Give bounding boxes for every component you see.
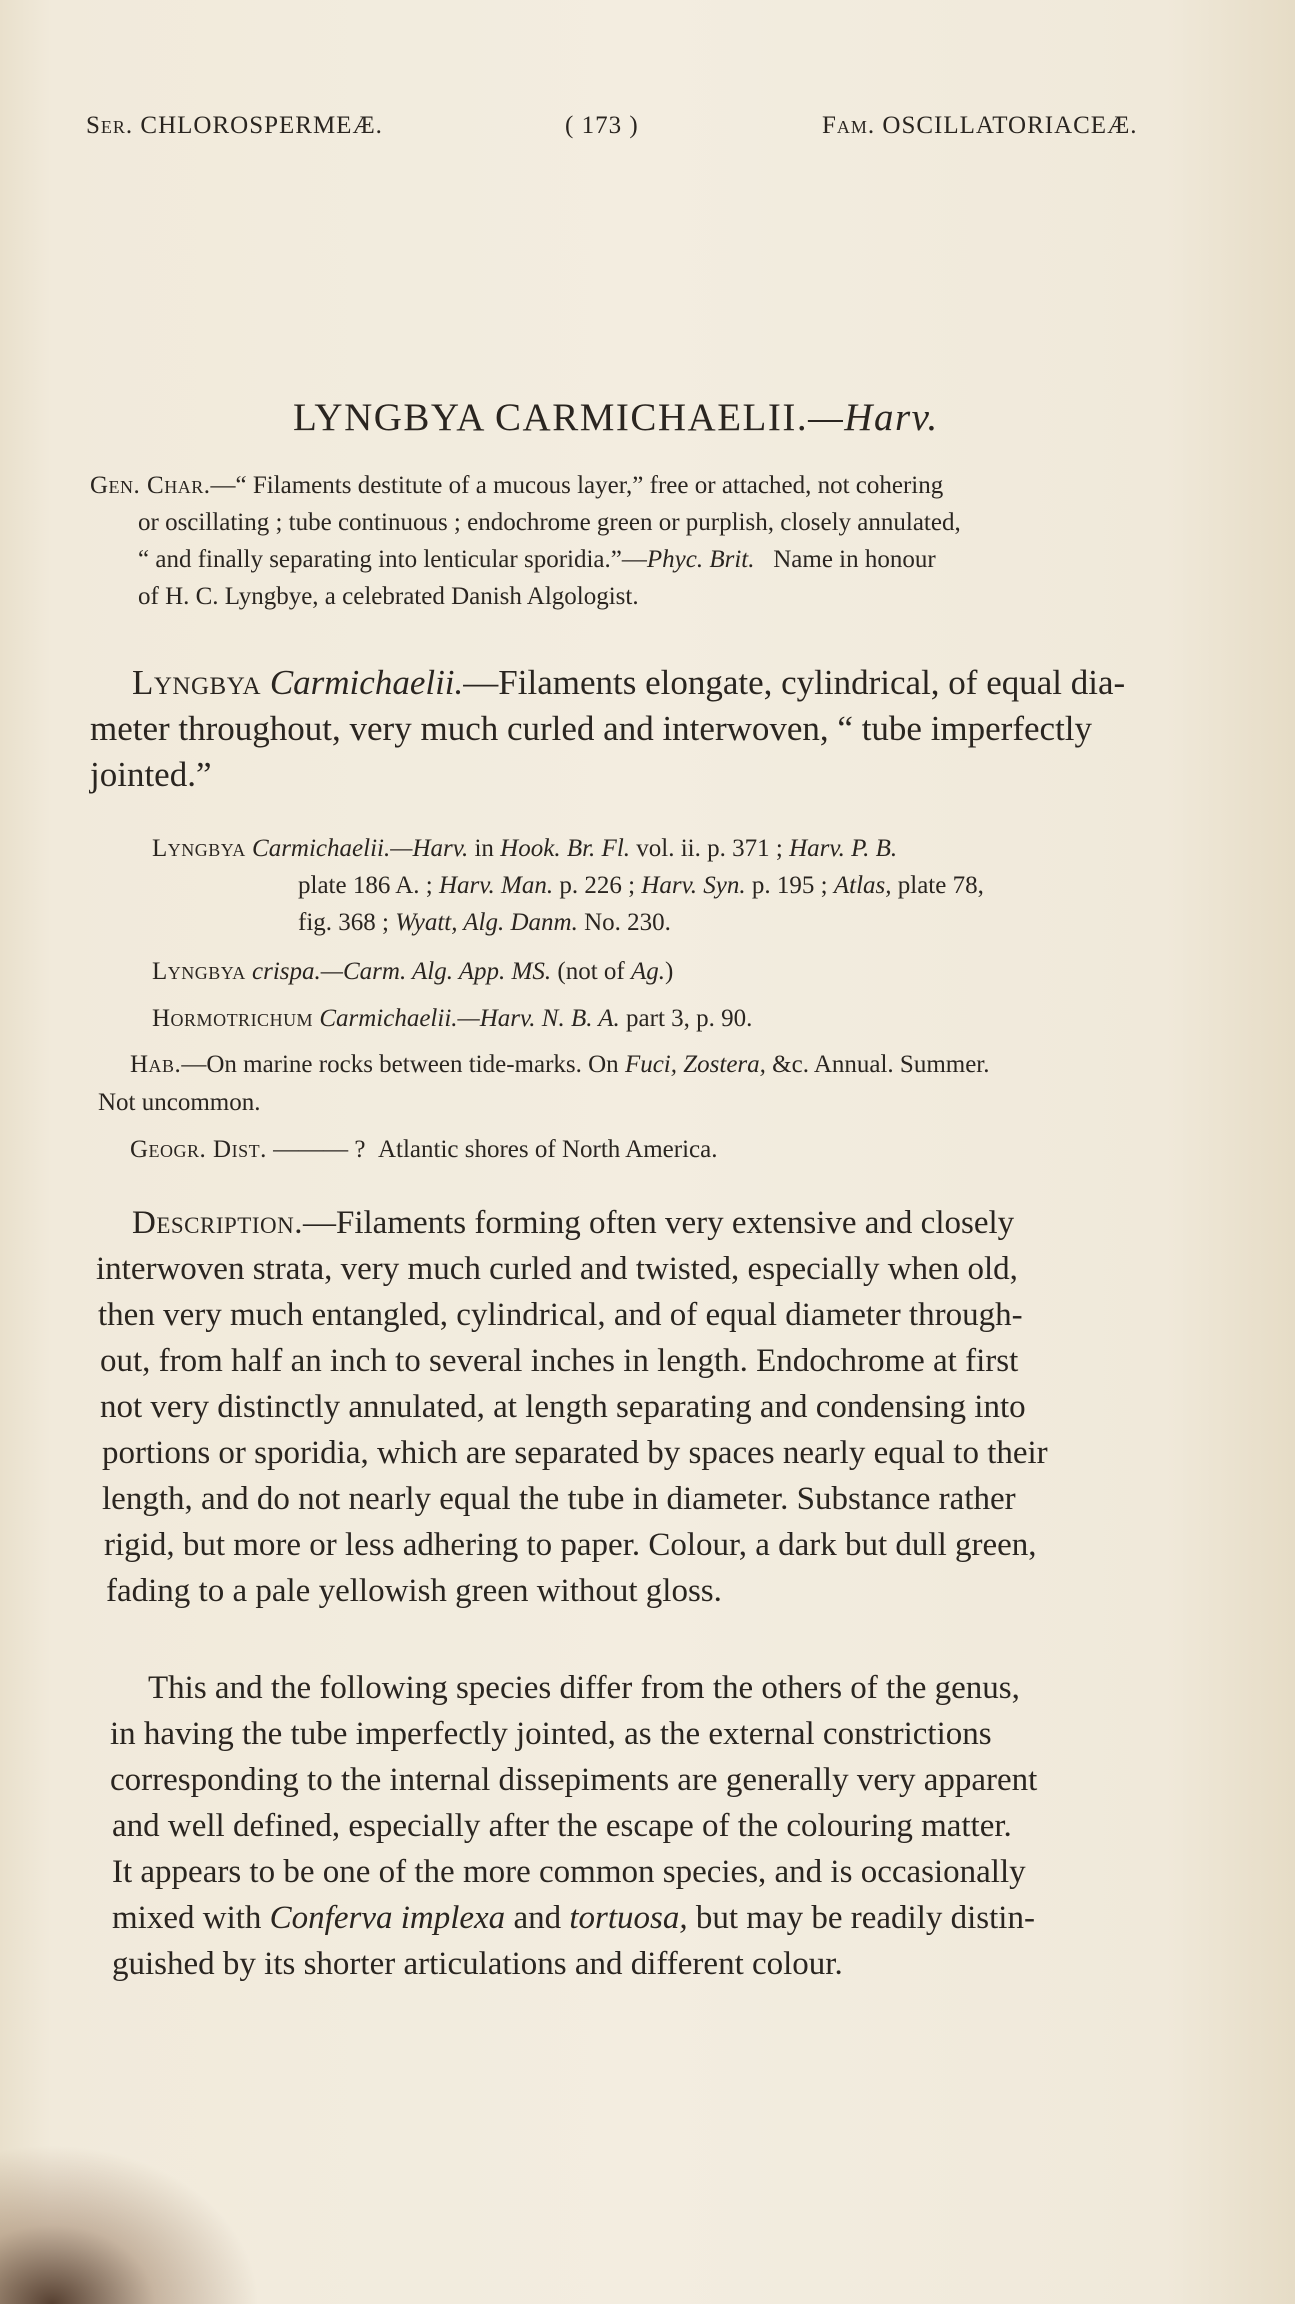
syn1-3c: No. 230. <box>577 909 671 936</box>
remarks-6a: mixed with <box>112 1900 270 1936</box>
synonym-2-genus: Lyngbya <box>152 958 246 985</box>
syn1-2b: Harv. Man. <box>438 872 554 899</box>
habitat-label: Hab. <box>130 1051 182 1078</box>
species-description-line-3: jointed.” <box>90 755 212 794</box>
syn1-2f: Atlas, <box>833 872 892 899</box>
species-text-1: —Filaments elongate, cylindrical, of equal dia- <box>463 663 1126 702</box>
remarks-line-3: corresponding to the internal dissepiments are generally very apparent <box>110 1762 1038 1798</box>
syn2-c: Ag. <box>631 958 666 985</box>
species-epithet: Carmichaelii. <box>269 663 464 702</box>
gen-char-text-3c: Name in honour <box>773 546 936 573</box>
syn1-2d: Harv. Syn. <box>641 872 746 899</box>
running-header-series: Ser. CHLOROSPERMEÆ. <box>86 112 383 139</box>
syn3-b: part 3, p. 90. <box>619 1005 753 1032</box>
description-text-1: —Filaments forming often very extensive and closely <box>302 1205 1015 1241</box>
description-label: Description. <box>132 1205 303 1241</box>
generic-character-line-3 <box>138 541 936 578</box>
habitat-text-a: —On marine rocks between tide-marks. On <box>181 1051 625 1078</box>
page-edge-shadow <box>0 2144 260 2304</box>
remarks-line-7: guished by its shorter articulations and different colour. <box>112 1946 843 1982</box>
syn2-a: crispa.—Carm. Alg. App. MS. <box>252 958 552 985</box>
synonym-1-line-3 <box>298 904 671 941</box>
gen-char-citation: Phyc. Brit. <box>646 546 755 573</box>
description-line-3: then very much entangled, cylindrical, and of equal diameter through- <box>98 1297 1023 1333</box>
generic-character-line-4: of H. C. Lyngbye, a celebrated Danish Algologist. <box>138 583 639 610</box>
distribution-text: Atlantic shores of North America. <box>377 1136 718 1163</box>
syn1-2c: p. 226 ; <box>553 872 642 899</box>
syn1-2g: plate 78, <box>891 872 984 899</box>
description-line-4: out, from half an inch to several inches in length. Endochrome at first <box>100 1343 1019 1379</box>
syn1-c: Hook. Br. Fl. <box>500 835 631 862</box>
generic-character-line-2: or oscillating ; tube continuous ; endochrome green or purplish, closely annulated, <box>138 509 961 536</box>
syn1-2a: plate 186 A. ; <box>298 872 439 899</box>
running-header-family: Fam. OSCILLATORIACEÆ. <box>822 112 1138 139</box>
remarks-6c: and <box>505 1900 570 1936</box>
syn1-a: Carmichaelii.—Harv. <box>252 835 469 862</box>
remarks-line-6 <box>112 1895 1035 1941</box>
species-description-line-1 <box>132 660 1125 706</box>
synonym-1-genus: Lyngbya <box>152 835 246 862</box>
description-line-6: portions or sporidia, which are separated by spaces nearly equal to their <box>102 1435 1048 1471</box>
species-description-line-2: meter throughout, very much curled and interwoven, “ tube imperfectly <box>90 709 1093 748</box>
synonym-3-genus: Hormotrichum <box>152 1005 314 1032</box>
description-line-2: interwoven strata, very much curled and twisted, especially when old, <box>96 1251 1018 1287</box>
remarks-line-1: This and the following species differ from the others of the genus, <box>148 1670 1020 1706</box>
syn1-e: Harv. P. B. <box>789 835 898 862</box>
remarks-6b: Conferva implexa <box>269 1900 506 1936</box>
distribution-dash: ——— ? <box>273 1136 366 1163</box>
synonym-1-line-1 <box>152 830 897 867</box>
species-genus: Lyngbya <box>132 663 262 702</box>
description-line-1 <box>132 1200 1014 1246</box>
geographic-distribution <box>130 1131 717 1168</box>
remarks-6e: but may be readily distin- <box>687 1900 1035 1936</box>
syn3-a: Carmichaelii.—Harv. N. B. A. <box>319 1005 620 1032</box>
gen-char-label: Gen. Char. <box>90 472 211 499</box>
page-number: ( 173 ) <box>565 112 639 139</box>
habitat-line-1 <box>130 1046 990 1083</box>
gen-char-text-3a: “ and finally separating into lenticular sporidia.”— <box>138 546 647 573</box>
remarks-6d: tortuosa, <box>569 1900 688 1936</box>
description-line-7: length, and do not nearly equal the tube in diameter. Substance rather <box>102 1481 1016 1517</box>
syn1-d: vol. ii. p. 371 ; <box>630 835 790 862</box>
synonym-3 <box>152 1000 752 1037</box>
habitat-text-c: &c. Annual. Summer. <box>765 1051 990 1078</box>
description-line-5: not very distinctly annulated, at length separating and condensing into <box>100 1389 1026 1425</box>
remarks-line-5: It appears to be one of the more common species, and is occasionally <box>112 1854 1026 1890</box>
synonym-1-line-2 <box>298 867 984 904</box>
syn1-b: in <box>468 835 501 862</box>
species-title <box>293 395 939 440</box>
syn1-2e: p. 195 ; <box>745 872 834 899</box>
syn1-3b: Wyatt, Alg. Danm. <box>395 909 578 936</box>
syn2-b: (not of <box>551 958 631 985</box>
gen-char-text-1: —“ Filaments destitute of a mucous layer,” free or attached, not cohering <box>210 472 944 499</box>
remarks-line-4: and well defined, especially after the escape of the colouring matter. <box>112 1808 1012 1844</box>
remarks-line-2: in having the tube imperfectly jointed, as the external constrictions <box>110 1716 992 1752</box>
syn1-3a: fig. 368 ; <box>298 909 396 936</box>
generic-character-line-1 <box>90 467 943 504</box>
distribution-label: Geogr. Dist. <box>130 1136 267 1163</box>
description-line-8: rigid, but more or less adhering to paper. Colour, a dark but dull green, <box>104 1527 1037 1563</box>
description-line-9: fading to a pale yellowish green without gloss. <box>106 1573 722 1609</box>
synonym-2 <box>152 953 673 990</box>
species-title-author: —Harv. <box>808 396 939 439</box>
species-title-name: LYNGBYA CARMICHAELII. <box>293 396 809 439</box>
habitat-text-b: Fuci, Zostera, <box>624 1051 766 1078</box>
habitat-line-2: Not uncommon. <box>98 1089 261 1116</box>
syn2-d: ) <box>665 958 674 985</box>
